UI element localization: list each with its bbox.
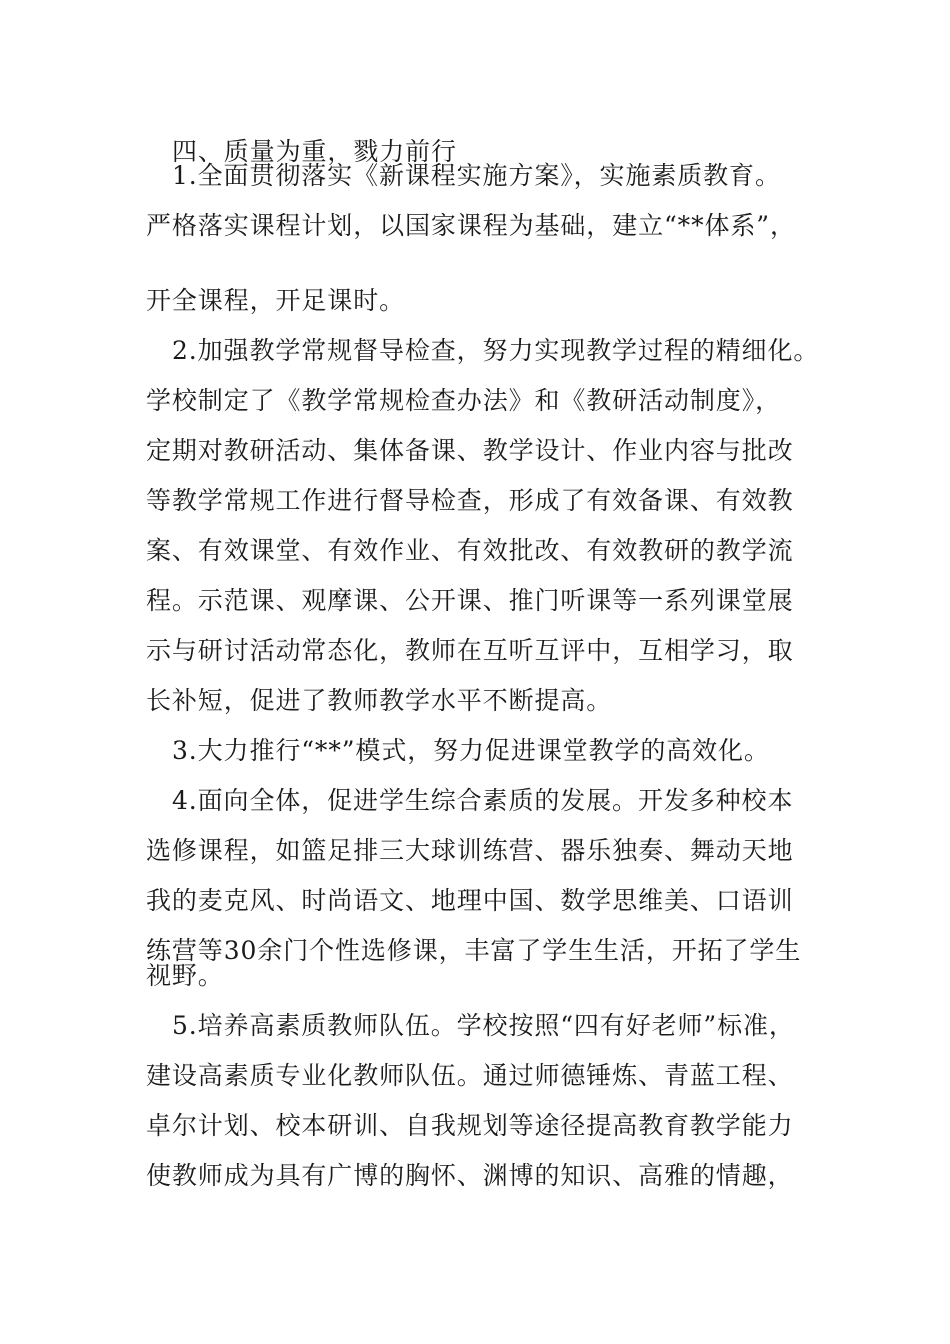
- item-4-line-2: 选修课程，如篮足排三大球训练营、器乐独奏、舞动天地: [146, 836, 794, 865]
- item-5-line-1: 5.培养高素质教师队伍。学校按照“四有好老师”标准，: [172, 1011, 795, 1040]
- item-1-line-1: 1.全面贯彻落实《新课程实施方案》，实施素质教育。: [172, 161, 781, 190]
- item-2-line-3: 定期对教研活动、集体备课、教学设计、作业内容与批改: [146, 436, 794, 465]
- item-5-line-4: 使教师成为具有广博的胸怀、渊博的知识、高雅的情趣，: [146, 1161, 794, 1190]
- item-4-line-1: 4.面向全体，促进学生综合素质的发展。开发多种校本: [172, 786, 794, 815]
- item-5-line-2: 建设高素质专业化教师队伍。通过师德锤炼、青蓝工程、: [146, 1061, 794, 1090]
- item-2-line-2: 学校制定了《教学常规检查办法》和《教研活动制度》，: [146, 386, 782, 415]
- item-2-line-6: 程。示范课、观摩课、公开课、推门听课等一系列课堂展: [146, 586, 794, 615]
- item-5-line-3: 卓尔计划、校本研训、自我规划等途径提高教育教学能力: [146, 1111, 794, 1140]
- item-4-line-5: 视野。: [146, 961, 224, 990]
- item-2-line-4: 等教学常规工作进行督导检查，形成了有效备课、有效教: [146, 486, 794, 515]
- item-3-line-1: 3.大力推行“**”模式，努力促进课堂教学的高效化。: [172, 736, 770, 765]
- item-4-line-4: 练营等30余门个性选修课，丰富了学生生活，开拓了学生: [146, 936, 802, 965]
- item-2-line-8: 长补短，促进了教师教学水平不断提高。: [146, 686, 613, 715]
- item-1-line-3: 开全课程，开足课时。: [146, 286, 406, 315]
- item-2-line-5: 案、有效课堂、有效作业、有效批改、有效教研的教学流: [146, 536, 794, 565]
- item-2-line-7: 示与研讨活动常态化，教师在互听互评中，互相学习，取: [146, 636, 794, 665]
- section-heading: 四、质量为重，戮力前行: [172, 137, 457, 166]
- item-4-line-3: 我的麦克风、时尚语文、地理中国、数学思维美、口语训: [146, 886, 794, 915]
- item-1-line-2: 严格落实课程计划，以国家课程为基础，建立“**体系”，: [146, 211, 796, 240]
- item-2-line-1: 2.加强教学常规督导检查，努力实现教学过程的精细化。: [172, 336, 820, 365]
